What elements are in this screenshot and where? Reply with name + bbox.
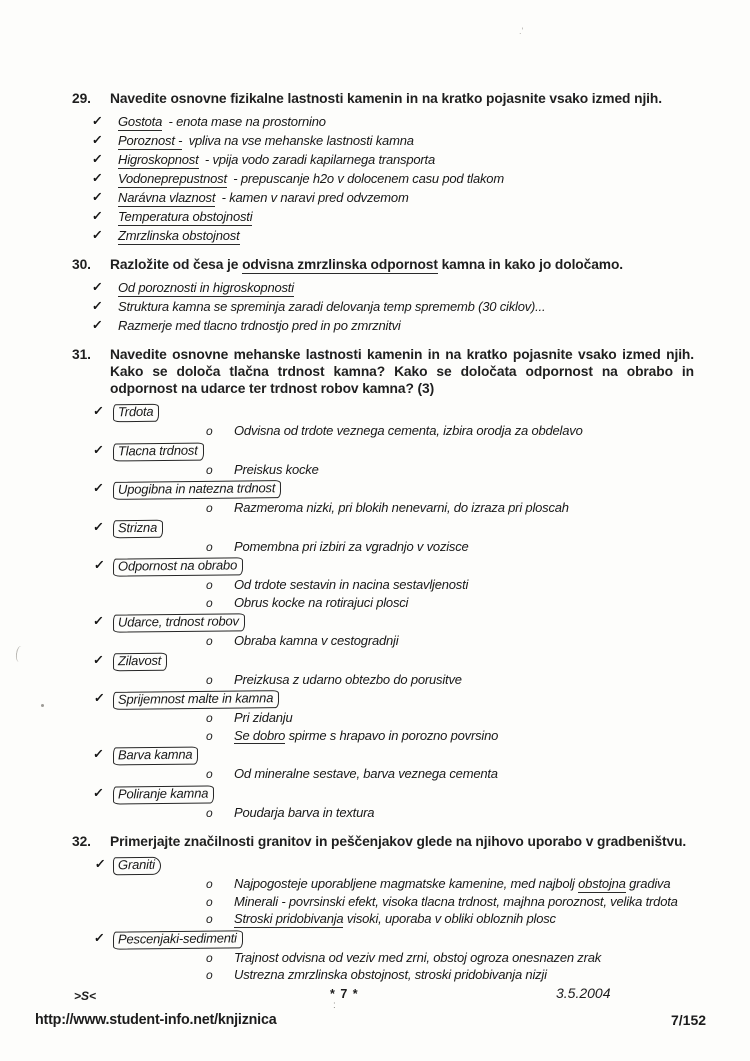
bullet-list bbox=[92, 856, 694, 985]
sub-text bbox=[234, 911, 556, 927]
bullet-term: Zilavost bbox=[113, 652, 167, 670]
bullet-line bbox=[118, 190, 694, 206]
question-block-32 bbox=[72, 833, 694, 985]
check-icon: ✓ bbox=[92, 652, 105, 667]
sub-text bbox=[234, 710, 293, 726]
bullet-item bbox=[92, 151, 694, 169]
bullet-body bbox=[118, 113, 694, 131]
circle-bullet-icon: o bbox=[206, 462, 213, 477]
bullet-body bbox=[118, 690, 694, 745]
text-segment: Odvisna od trdote veznega cementa, izbira orodja za obdelavo bbox=[234, 423, 583, 438]
check-icon: ✓ bbox=[92, 785, 105, 800]
circle-bullet-icon: o bbox=[206, 539, 213, 554]
bullet-body bbox=[118, 746, 694, 784]
text-segment: Preizkusa z udarno obtezbo do porusitve bbox=[234, 671, 462, 687]
bullet-body bbox=[118, 151, 694, 169]
bullet-line bbox=[118, 318, 694, 334]
scan-artifact bbox=[41, 704, 44, 707]
bullet-item bbox=[92, 652, 694, 690]
bullet-term: Narávna vlaznost bbox=[118, 190, 216, 205]
bullet-body bbox=[118, 613, 694, 651]
circle-bullet-icon: o bbox=[206, 501, 213, 515]
bullet-term: Poliranje kamna bbox=[113, 785, 214, 804]
bullet-line bbox=[118, 133, 694, 149]
text-segment: Razložite od česa je bbox=[110, 257, 243, 272]
scan-artifact: .' bbox=[519, 26, 524, 36]
bullet-line bbox=[118, 228, 694, 244]
check-icon: ✓ bbox=[92, 614, 105, 628]
text-segment: Obraba kamna v cestogradnji bbox=[234, 633, 399, 648]
scan-artifact: : bbox=[333, 1000, 336, 1011]
text-segment: vpliva na vse mehanske lastnosti kamna bbox=[185, 133, 414, 148]
check-icon: ✓ bbox=[91, 190, 104, 204]
bullet-body bbox=[118, 442, 694, 480]
check-icon: ✓ bbox=[91, 228, 104, 242]
sub-item bbox=[206, 967, 694, 983]
circle-bullet-icon: o bbox=[206, 728, 213, 743]
bullet-line bbox=[118, 653, 694, 671]
bullet-term: Gostota bbox=[118, 114, 163, 129]
text-segment: - vpija vodo zaradi kapilarnega transporta bbox=[201, 152, 435, 167]
circle-bullet-icon: o bbox=[206, 894, 213, 909]
bullet-list bbox=[92, 113, 694, 245]
bullet-term: Udarce, trdnost robov bbox=[113, 613, 245, 632]
text-segment: Obrus kocke na rotirajuci plosci bbox=[234, 594, 409, 610]
bullet-item bbox=[92, 930, 694, 985]
sub-item bbox=[206, 500, 694, 516]
check-icon: ✓ bbox=[91, 114, 104, 128]
bullet-item bbox=[92, 189, 694, 207]
bullet-item bbox=[92, 279, 694, 297]
bullet-line bbox=[118, 857, 694, 875]
footer-page-marker: * 7 * bbox=[330, 987, 359, 1001]
bullet-body bbox=[118, 652, 694, 690]
text-segment: Od mineralne sestave, barva veznega cementa bbox=[234, 766, 498, 781]
bullet-term: Graniti bbox=[113, 857, 161, 875]
bullet-item bbox=[92, 746, 694, 784]
bullet-term: Poroznost - bbox=[118, 133, 183, 148]
bullet-line bbox=[118, 520, 694, 538]
sub-item bbox=[206, 805, 694, 821]
bullet-line bbox=[118, 209, 694, 225]
circle-bullet-icon: o bbox=[206, 912, 213, 926]
check-icon: ✓ bbox=[92, 519, 105, 534]
circle-bullet-icon: o bbox=[206, 672, 213, 687]
text-segment: Struktura kamna se spreminja zaradi delovanja temp sprememb (30 ciklov)... bbox=[118, 299, 546, 314]
check-icon: ✓ bbox=[93, 930, 106, 945]
bullet-line bbox=[118, 481, 694, 499]
bullet-item bbox=[92, 403, 694, 441]
bullet-item bbox=[92, 690, 694, 745]
bullet-term: Temperatura obstojnosti bbox=[118, 209, 253, 224]
bullet-item bbox=[92, 613, 694, 651]
text-segment: Navedite osnovne fizikalne lastnosti kamenin in na kratko pojasnite vsako izmed njih. bbox=[110, 91, 662, 106]
sub-text bbox=[234, 876, 670, 892]
bullet-body bbox=[118, 403, 694, 441]
sub-text bbox=[234, 766, 498, 782]
text-segment: Poudarja barva in textura bbox=[234, 804, 375, 820]
question-number: 31. bbox=[72, 347, 91, 362]
text-segment: - prepuscanje h2o v dolocenem casu pod tlakom bbox=[229, 171, 504, 186]
check-icon: ✓ bbox=[94, 857, 106, 871]
check-icon: ✓ bbox=[91, 152, 104, 166]
check-icon: ✓ bbox=[91, 171, 104, 185]
text-segment: Od trdote sestavin in nacina sestavljenosti bbox=[234, 577, 469, 592]
sub-item bbox=[206, 633, 694, 649]
text-segment: - kamen v naravi pred odvzemom bbox=[218, 190, 409, 205]
text-segment: Razmerje med tlacno trdnostjo pred in po zmrznitvi bbox=[118, 318, 401, 333]
sub-text bbox=[234, 423, 583, 439]
circle-bullet-icon: o bbox=[206, 950, 213, 965]
question-block-31 bbox=[72, 346, 694, 822]
question-number: 30. bbox=[72, 257, 91, 272]
bullet-line bbox=[118, 691, 694, 709]
question-number: 29. bbox=[72, 91, 91, 106]
underlined-text: Stroski pridobivanja bbox=[234, 911, 344, 926]
bullet-term: Zmrzlinska obstojnost bbox=[118, 228, 240, 243]
question-title bbox=[110, 90, 694, 107]
sub-text bbox=[234, 595, 408, 611]
question-block-29 bbox=[72, 90, 694, 245]
sub-item bbox=[206, 672, 694, 688]
bullet-body bbox=[118, 519, 694, 557]
circle-bullet-icon: o bbox=[206, 877, 213, 891]
bullet-line bbox=[118, 931, 694, 949]
sub-text bbox=[234, 500, 569, 516]
bullet-term: Sprijemnost malte in kamna bbox=[113, 690, 279, 709]
bullet-body bbox=[118, 930, 694, 985]
text-segment: Pri zidanju bbox=[234, 710, 293, 725]
question-title bbox=[110, 833, 694, 850]
bullet-line bbox=[118, 152, 694, 168]
bullet-body bbox=[118, 189, 694, 207]
text-segment: Primerjajte značilnosti granitov in peščenjakov glede na njihovo uporabo v gradbeništvu. bbox=[110, 834, 687, 849]
question-title bbox=[110, 256, 694, 273]
sub-text bbox=[234, 633, 398, 649]
check-icon: ✓ bbox=[92, 481, 105, 495]
bullet-item bbox=[92, 298, 694, 316]
bullet-line bbox=[118, 280, 694, 296]
sub-item bbox=[206, 539, 694, 555]
bullet-body bbox=[118, 227, 694, 245]
circle-bullet-icon: o bbox=[206, 968, 213, 982]
bullet-item bbox=[92, 317, 694, 335]
sub-text bbox=[234, 805, 374, 821]
sub-text bbox=[234, 728, 498, 744]
text-segment: - enota mase na prostornino bbox=[165, 114, 326, 129]
bullet-term: Upogibna in natezna trdnost bbox=[113, 480, 281, 499]
bullet-item bbox=[92, 480, 694, 518]
underlined-text: obstojna bbox=[578, 876, 626, 891]
bullet-term: Barva kamna bbox=[113, 747, 199, 765]
sub-item bbox=[206, 423, 694, 439]
circle-bullet-icon: o bbox=[206, 711, 213, 725]
bullet-item bbox=[92, 113, 694, 131]
circle-bullet-icon: o bbox=[206, 805, 213, 820]
bullet-term: Vodoneprepustnost bbox=[118, 171, 227, 186]
check-icon: ✓ bbox=[93, 691, 106, 705]
sub-text bbox=[234, 577, 468, 593]
text-segment: Ustrezna zmrzlinska obstojnost, stroski pridobivanja nizji bbox=[234, 967, 547, 982]
sub-item bbox=[206, 577, 694, 593]
bullet-body bbox=[118, 170, 694, 188]
question-header bbox=[72, 833, 694, 850]
circle-bullet-icon: o bbox=[206, 578, 213, 592]
check-icon: ✓ bbox=[91, 318, 104, 332]
bullet-body bbox=[118, 785, 694, 823]
sub-item bbox=[206, 728, 694, 744]
bullet-line bbox=[118, 171, 694, 187]
sub-item bbox=[206, 894, 694, 910]
underlined-text: Se dobro bbox=[234, 727, 286, 743]
bullet-term: Odpornost na obrabo bbox=[113, 557, 243, 576]
underlined-text: odvisna zmrzlinska odpornost bbox=[242, 257, 438, 272]
bullet-body bbox=[118, 208, 694, 226]
sub-text bbox=[234, 950, 601, 966]
sub-text bbox=[234, 462, 319, 478]
sub-item bbox=[206, 876, 694, 892]
check-icon: ✓ bbox=[91, 299, 104, 313]
bullet-body bbox=[118, 298, 694, 316]
bullet-item bbox=[92, 519, 694, 557]
text-segment: Razmeroma nizki, pri blokih nenevarni, do izraza pri ploscah bbox=[234, 500, 569, 515]
bullet-line bbox=[118, 558, 694, 576]
text-segment: Preiskus kocke bbox=[234, 461, 319, 477]
bullet-body bbox=[118, 317, 694, 335]
text-segment: gradiva bbox=[625, 876, 671, 891]
sub-item bbox=[206, 462, 694, 478]
bullet-item bbox=[92, 208, 694, 226]
question-block-30 bbox=[72, 256, 694, 335]
question-header bbox=[72, 346, 694, 397]
sub-item bbox=[206, 911, 694, 927]
bullet-item bbox=[92, 170, 694, 188]
bullet-line bbox=[118, 747, 694, 765]
check-icon: ✓ bbox=[91, 209, 104, 223]
bullet-list bbox=[92, 279, 694, 335]
text-segment: Pomembna pri izbiri za vgradnjo v vozisce bbox=[234, 538, 469, 554]
bullet-term: Higroskopnost bbox=[118, 152, 199, 167]
sub-item bbox=[206, 710, 694, 726]
bullet-item bbox=[92, 132, 694, 150]
text-segment: visoki, uporaba v obliki obloznih plosc bbox=[343, 911, 556, 926]
bullet-line bbox=[118, 114, 694, 130]
bullet-item bbox=[92, 442, 694, 480]
bullet-item bbox=[92, 785, 694, 823]
circle-bullet-icon: o bbox=[206, 595, 213, 610]
sub-text bbox=[234, 672, 462, 688]
bullet-line bbox=[118, 614, 694, 632]
text-segment: spirme s hrapavo in porozno povrsino bbox=[285, 727, 499, 743]
footer-page-number: 7/152 bbox=[671, 1012, 707, 1028]
bullet-term: Trdota bbox=[113, 404, 160, 422]
check-icon: ✓ bbox=[91, 133, 104, 147]
sub-text bbox=[234, 967, 547, 983]
text-segment: Trajnost odvisna od veziv med zrni, obstoj ogroza onesnazen zrak bbox=[234, 949, 602, 965]
bullet-item bbox=[92, 557, 694, 612]
bullet-term: Pescenjaki-sedimenti bbox=[113, 930, 243, 949]
question-number: 32. bbox=[72, 834, 91, 849]
bullet-term: Tlacna trdnost bbox=[113, 442, 204, 460]
bullet-line bbox=[118, 299, 694, 315]
footer-mark: >S< bbox=[74, 989, 97, 1003]
sub-item bbox=[206, 766, 694, 782]
circle-bullet-icon: o bbox=[206, 634, 213, 648]
question-header bbox=[72, 256, 694, 273]
sub-text bbox=[234, 539, 469, 555]
bullet-body bbox=[118, 856, 694, 929]
check-icon: ✓ bbox=[92, 404, 105, 418]
bullet-line bbox=[118, 404, 694, 422]
bullet-body bbox=[118, 480, 694, 518]
bullet-body bbox=[118, 279, 694, 297]
sub-text bbox=[234, 894, 678, 910]
questions-list bbox=[72, 90, 694, 996]
bullet-item bbox=[92, 856, 694, 929]
sub-item bbox=[206, 950, 694, 966]
bullet-term: Od poroznosti in higroskopnosti bbox=[118, 280, 294, 295]
bullet-body bbox=[118, 557, 694, 612]
footer-url: http://www.student-info.net/knjiznica bbox=[35, 1012, 277, 1028]
bullet-line bbox=[118, 786, 694, 804]
question-header bbox=[72, 90, 694, 107]
sub-item bbox=[206, 595, 694, 611]
bullet-body bbox=[118, 132, 694, 150]
text-segment: Najpogosteje uporabljene magmatske kamenine, med najbolj bbox=[234, 876, 579, 891]
text-segment: Minerali - povrsinski efekt, visoka tlacna trdnost, majhna poroznost, velika trdota bbox=[234, 893, 678, 909]
footer-date: 3.5.2004 bbox=[556, 985, 611, 1001]
text-segment: Navedite osnovne mehanske lastnosti kamenin in na kratko pojasnite vsako izmed njih. Kako se določa tlačna trdnost kamna? Kako se določata odpornost na obrabo in odpornost na udarce ter trdnost robov kamna? (3) bbox=[110, 347, 694, 396]
text-segment: kamna in kako jo določamo. bbox=[437, 257, 624, 272]
bullet-line bbox=[118, 443, 694, 461]
check-icon: ✓ bbox=[93, 558, 106, 572]
scan-artifact bbox=[15, 646, 25, 663]
check-icon: ✓ bbox=[92, 442, 105, 457]
bullet-term: Strizna bbox=[113, 519, 163, 537]
check-icon: ✓ bbox=[91, 280, 104, 294]
bullet-list bbox=[92, 403, 694, 822]
bullet-item bbox=[92, 227, 694, 245]
circle-bullet-icon: o bbox=[206, 424, 213, 438]
question-title bbox=[110, 346, 694, 397]
circle-bullet-icon: o bbox=[206, 767, 213, 781]
check-icon: ✓ bbox=[92, 747, 105, 761]
